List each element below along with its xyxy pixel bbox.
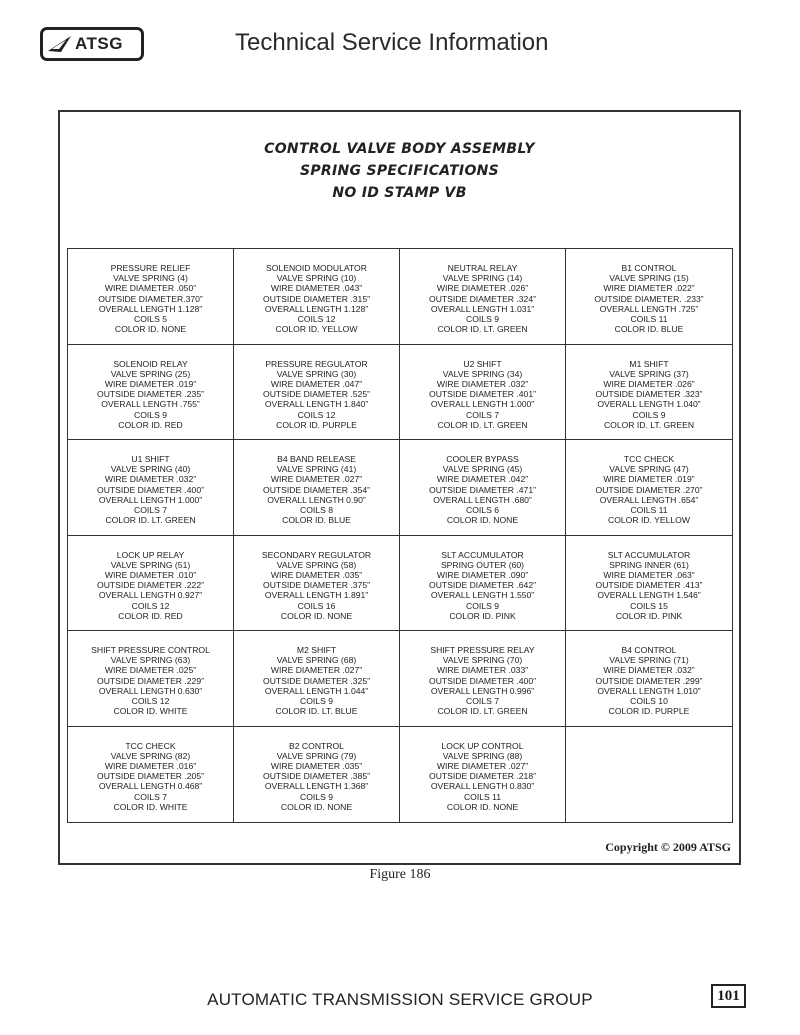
spring-spec-line: COILS 5 xyxy=(134,314,167,325)
spring-spec-cell xyxy=(400,440,566,536)
copyright-notice: Copyright © 2009 ATSG xyxy=(605,840,731,854)
spring-spec-line: COILS 9 xyxy=(632,409,666,420)
spring-spec-cell xyxy=(68,536,234,632)
spring-spec-line: WIRE DIAMETER .026” xyxy=(603,378,695,389)
spring-spec-line: OUTSIDE DIAMETER .323” xyxy=(595,389,703,400)
spring-spec-line: OVERALL LENGTH 1.128” xyxy=(264,303,369,314)
footer-organization: AUTOMATIC TRANSMISSION SERVICE GROUP xyxy=(207,990,593,1009)
spring-spec-cell xyxy=(234,536,400,632)
spring-spec-line: OUTSIDE DIAMETER .400” xyxy=(97,484,204,495)
spring-spec-line: COLOR ID. PINK xyxy=(615,610,683,621)
spring-spec-line: WIRE DIAMETER .032” xyxy=(104,474,197,485)
spring-spec-cell xyxy=(68,249,234,345)
spring-spec-line: WIRE DIAMETER .027” xyxy=(270,665,363,676)
spring-spec-cell xyxy=(566,536,732,632)
spring-spec-line: OVERALL LENGTH 0.996” xyxy=(430,685,535,696)
logo-text: ATSG xyxy=(75,34,123,53)
spring-spec-line: WIRE DIAMETER .019” xyxy=(603,474,695,485)
spring-spec-line: COLOR ID. BLUE xyxy=(614,324,684,335)
spring-spec-line: COLOR ID. LT. BLUE xyxy=(275,706,358,717)
spring-spec-line: VALVE SPRING (41) xyxy=(276,464,357,475)
spring-spec-line: OVERALL LENGTH 1.040” xyxy=(597,399,701,410)
spring-spec-line: COILS 8 xyxy=(300,505,333,516)
spring-spec-line: OUTSIDE DIAMETER .222” xyxy=(97,580,204,591)
spring-name: B2 CONTROL xyxy=(289,740,344,751)
spring-spec-line: COILS 11 xyxy=(630,314,668,325)
spring-spec-line: COILS 12 xyxy=(297,409,336,420)
spring-spec-line: OVERALL LENGTH 1.000” xyxy=(430,399,535,410)
spring-spec-line: WIRE DIAMETER .027” xyxy=(436,760,529,771)
spring-spec-line: COILS 12 xyxy=(131,600,170,611)
spring-spec-line: OVERALL LENGTH 1.000” xyxy=(98,494,203,505)
spring-name: B1 CONTROL xyxy=(621,263,677,273)
spring-spec-line: OUTSIDE DIAMETER .385” xyxy=(263,771,370,782)
spring-spec-line: COILS 7 xyxy=(466,696,499,707)
figure-frame xyxy=(58,110,741,865)
spring-spec-line: COLOR ID. LT. GREEN xyxy=(437,419,528,430)
page-number: 101 xyxy=(711,984,746,1008)
spring-spec-line: WIRE DIAMETER .043” xyxy=(270,283,363,294)
spring-spec-line: OUTSIDE DIAMETER .525” xyxy=(263,389,370,400)
spring-spec-table xyxy=(67,248,733,823)
spring-spec-line: OUTSIDE DIAMETER.370” xyxy=(98,293,203,304)
spring-name: B4 BAND RELEASE xyxy=(277,454,356,464)
spring-spec-line: OVERALL LENGTH .755” xyxy=(101,399,200,410)
spring-spec-line: COLOR ID. YELLOW xyxy=(275,324,358,335)
spring-name: LOCK UP CONTROL xyxy=(441,740,524,751)
figure-title-line: CONTROL VALVE BODY ASSEMBLY xyxy=(264,141,535,157)
spring-name: SHIFT PRESSURE CONTROL xyxy=(91,645,210,655)
spring-spec-line: OUTSIDE DIAMETER. .233” xyxy=(594,293,704,304)
spring-spec-cell xyxy=(400,631,566,727)
spring-spec-line: VALVE SPRING (45) xyxy=(442,464,523,475)
spring-spec-line: COLOR ID. YELLOW xyxy=(608,515,690,526)
spring-name: SLT ACCUMULATOR xyxy=(607,549,691,560)
spring-spec-line: VALVE SPRING (30) xyxy=(276,368,357,379)
spring-name: COOLER BYPASS xyxy=(446,454,519,464)
spring-spec-line: VALVE SPRING (10) xyxy=(276,273,357,284)
spring-spec-line: OVERALL LENGTH .654” xyxy=(599,494,699,505)
spring-spec-cell xyxy=(566,631,732,727)
spring-spec-line: OUTSIDE DIAMETER .375” xyxy=(263,580,370,591)
spring-spec-line: OUTSIDE DIAMETER .471” xyxy=(429,484,536,495)
spring-spec-cell xyxy=(400,345,566,441)
spring-spec-cell xyxy=(566,345,732,441)
spring-spec-cell xyxy=(234,440,400,536)
spring-spec-line: COILS 9 xyxy=(134,409,167,420)
spring-spec-line: OVERALL LENGTH 1.010” xyxy=(597,685,701,696)
spring-spec-line: COILS 11 xyxy=(463,791,502,802)
spring-spec-cell xyxy=(566,727,732,823)
spring-spec-line: OVERALL LENGTH 0.630” xyxy=(98,685,203,696)
spring-spec-line: COLOR ID. PINK xyxy=(449,610,516,621)
spring-name: LOCK UP RELAY xyxy=(116,549,185,560)
spring-spec-cell xyxy=(400,249,566,345)
spring-spec-line: VALVE SPRING (37) xyxy=(609,368,689,379)
spring-spec-line: COLOR ID. PURPLE xyxy=(276,419,357,430)
atsg-logo xyxy=(40,27,144,61)
spring-spec-cell xyxy=(400,536,566,632)
spring-spec-line: OUTSIDE DIAMETER .270” xyxy=(595,484,703,495)
spring-spec-line: COLOR ID. NONE xyxy=(280,801,353,812)
spring-spec-line: WIRE DIAMETER .032” xyxy=(603,665,695,676)
spring-spec-line: WIRE DIAMETER .016” xyxy=(104,760,197,771)
spring-spec-line: OVERALL LENGTH 0.468” xyxy=(98,781,203,792)
spring-spec-line: COLOR ID. RED xyxy=(118,419,183,430)
spring-spec-line: OUTSIDE DIAMETER .235” xyxy=(97,389,204,400)
spring-spec-line: VALVE SPRING (71) xyxy=(609,655,689,666)
figure-title-block xyxy=(60,138,739,204)
spring-spec-line: COILS 15 xyxy=(630,600,668,611)
spring-spec-line: WIRE DIAMETER .032” xyxy=(436,378,529,389)
spring-spec-line: WIRE DIAMETER .035” xyxy=(270,569,363,580)
spring-spec-line: WIRE DIAMETER .050” xyxy=(104,283,197,294)
spring-spec-line: OUTSIDE DIAMETER .354” xyxy=(263,484,370,495)
spring-spec-line: COILS 7 xyxy=(134,505,167,516)
spring-spec-line: VALVE SPRING (79) xyxy=(276,750,357,761)
spring-spec-cell xyxy=(68,440,234,536)
spring-spec-line: VALVE SPRING (34) xyxy=(442,368,523,379)
spring-spec-line: OVERALL LENGTH .680” xyxy=(433,494,532,505)
spring-name: NEUTRAL RELAY xyxy=(447,263,518,273)
spring-spec-cell xyxy=(234,249,400,345)
spring-spec-line: VALVE SPRING (58) xyxy=(276,559,357,570)
spring-spec-line: WIRE DIAMETER .063” xyxy=(603,569,695,580)
spring-spec-line: COILS 12 xyxy=(297,314,336,325)
spring-spec-line: COILS 11 xyxy=(630,505,668,516)
spring-spec-line: VALVE SPRING (63) xyxy=(110,655,191,666)
spring-name: TCC CHECK xyxy=(125,740,176,751)
spring-name: U2 SHIFT xyxy=(463,358,502,369)
spring-spec-line: OUTSIDE DIAMETER .325” xyxy=(263,675,370,686)
spring-spec-line: COLOR ID. LT. GREEN xyxy=(105,515,196,526)
spring-spec-line: SPRING INNER (61) xyxy=(609,559,689,570)
atsg-logo-mark-icon xyxy=(47,34,73,54)
spring-name: SOLENOID MODULATOR xyxy=(266,263,367,273)
spring-spec-line: COLOR ID. WHITE xyxy=(113,706,188,717)
spring-spec-line: COILS 9 xyxy=(300,791,333,802)
spring-spec-line: OVERALL LENGTH 0.830” xyxy=(430,781,535,792)
spring-spec-line: OUTSIDE DIAMETER .324” xyxy=(429,293,536,304)
spring-spec-line: COILS 7 xyxy=(134,791,167,802)
spring-spec-line: OUTSIDE DIAMETER .400” xyxy=(429,675,536,686)
spring-spec-line: WIRE DIAMETER .010” xyxy=(104,569,197,580)
spring-spec-line: WIRE DIAMETER .026” xyxy=(436,283,529,294)
spring-spec-line: VALVE SPRING (14) xyxy=(442,273,523,284)
spring-spec-line: OUTSIDE DIAMETER .413” xyxy=(595,580,703,591)
spring-spec-line: WIRE DIAMETER .033” xyxy=(436,665,529,676)
spring-spec-line: WIRE DIAMETER .042” xyxy=(436,474,529,485)
spring-spec-line: WIRE DIAMETER .047” xyxy=(270,378,363,389)
spring-spec-line: OVERALL LENGTH 1.550” xyxy=(430,590,535,601)
spring-spec-line: OVERALL LENGTH 1.840” xyxy=(264,399,369,410)
spring-spec-line: COLOR ID. NONE xyxy=(446,515,519,526)
spring-spec-line: COILS 9 xyxy=(466,600,499,611)
spring-spec-line: VALVE SPRING (68) xyxy=(276,655,357,666)
spring-spec-line: VALVE SPRING (4) xyxy=(113,273,188,284)
spring-spec-line: COILS 9 xyxy=(466,314,499,325)
spring-spec-line: WIRE DIAMETER .025” xyxy=(104,665,197,676)
spring-spec-line: VALVE SPRING (51) xyxy=(110,559,191,570)
spring-spec-line: OVERALL LENGTH 1.128” xyxy=(98,303,203,314)
spring-spec-line: VALVE SPRING (25) xyxy=(110,368,191,379)
spring-spec-line: OUTSIDE DIAMETER .218” xyxy=(429,771,536,782)
spring-spec-line: SPRING OUTER (60) xyxy=(440,559,525,570)
spring-name: SOLENOID RELAY xyxy=(113,358,188,369)
spring-name: M2 SHIFT xyxy=(296,645,337,655)
spring-spec-cell xyxy=(566,249,732,345)
spring-spec-line: OVERALL LENGTH 0.90” xyxy=(267,494,366,505)
spring-spec-line: COLOR ID. RED xyxy=(118,610,183,621)
spring-spec-line: VALVE SPRING (15) xyxy=(609,273,689,284)
spring-spec-line: OUTSIDE DIAMETER .315” xyxy=(263,293,370,304)
page-header-title: Technical Service Information xyxy=(235,29,549,56)
spring-spec-line: OVERALL LENGTH 1.044” xyxy=(264,685,369,696)
spring-spec-line: COLOR ID. NONE xyxy=(280,610,353,621)
spring-spec-line: OVERALL LENGTH 1.031” xyxy=(430,303,535,314)
spring-spec-line: VALVE SPRING (82) xyxy=(110,750,191,761)
spring-name: M1 SHIFT xyxy=(629,358,669,369)
spring-spec-line: OUTSIDE DIAMETER .299” xyxy=(595,675,703,686)
spring-spec-cell xyxy=(234,345,400,441)
spring-spec-line: COLOR ID. BLUE xyxy=(282,515,351,526)
spring-name: TCC CHECK xyxy=(623,454,675,464)
spring-spec-line: OVERALL LENGTH 1.891” xyxy=(264,590,369,601)
spring-spec-cell xyxy=(234,727,400,823)
spring-spec-line: COLOR ID. LT. GREEN xyxy=(437,706,528,717)
spring-spec-cell xyxy=(566,440,732,536)
spring-spec-line: WIRE DIAMETER .090” xyxy=(436,569,529,580)
spring-spec-cell xyxy=(68,727,234,823)
spring-spec-line: COILS 7 xyxy=(466,409,499,420)
spring-name: PRESSURE REGULATOR xyxy=(265,358,368,369)
spring-spec-line: WIRE DIAMETER .027” xyxy=(270,474,363,485)
spring-spec-line: VALVE SPRING (70) xyxy=(442,655,523,666)
spring-spec-line: OVERALL LENGTH 1.546” xyxy=(597,590,701,601)
spring-spec-line: VALVE SPRING (47) xyxy=(609,464,689,475)
spring-spec-line: OVERALL LENGTH 0.927” xyxy=(98,590,203,601)
spring-spec-line: COLOR ID. NONE xyxy=(446,801,519,812)
spring-spec-line: OVERALL LENGTH .725” xyxy=(599,303,699,314)
spring-spec-line: OUTSIDE DIAMETER .401” xyxy=(429,389,536,400)
spring-name: SLT ACCUMULATOR xyxy=(441,549,524,560)
spring-spec-line: COLOR ID. WHITE xyxy=(113,801,188,812)
spring-spec-line: COLOR ID. NONE xyxy=(114,324,187,335)
spring-spec-line: COILS 6 xyxy=(466,505,499,516)
spring-spec-cell xyxy=(400,727,566,823)
spring-spec-line: COLOR ID. LT. GREEN xyxy=(603,419,695,430)
spring-spec-cell xyxy=(234,631,400,727)
spring-name: SHIFT PRESSURE RELAY xyxy=(430,645,535,655)
figure-title-line: SPRING SPECIFICATIONS xyxy=(299,163,500,179)
figure-caption: Figure 186 xyxy=(369,867,431,882)
spring-name: PRESSURE RELIEF xyxy=(110,263,191,273)
spring-spec-line: COILS 10 xyxy=(630,696,668,707)
spring-spec-cell xyxy=(68,631,234,727)
spring-spec-line: OUTSIDE DIAMETER .642” xyxy=(429,580,536,591)
spring-spec-cell xyxy=(68,345,234,441)
spring-spec-line: WIRE DIAMETER .019” xyxy=(104,378,197,389)
spring-name: B4 CONTROL xyxy=(621,645,677,655)
spring-spec-line: OVERALL LENGTH 1.368” xyxy=(264,781,369,792)
spring-spec-line: VALVE SPRING (40) xyxy=(110,464,191,475)
spring-spec-line: COLOR ID. LT. GREEN xyxy=(437,324,528,335)
spring-spec-line: COILS 16 xyxy=(297,600,336,611)
figure-title-line: NO ID STAMP VB xyxy=(332,185,467,201)
spring-name: U1 SHIFT xyxy=(131,454,170,464)
spring-spec-line: OUTSIDE DIAMETER .229” xyxy=(97,675,204,686)
spring-spec-line: OUTSIDE DIAMETER .205” xyxy=(97,771,204,782)
spring-spec-line: WIRE DIAMETER .035” xyxy=(270,760,363,771)
spring-spec-line: COLOR ID. PURPLE xyxy=(608,706,690,717)
spring-spec-line: WIRE DIAMETER .022” xyxy=(603,283,695,294)
spring-spec-line: VALVE SPRING (88) xyxy=(442,750,523,761)
spring-name: SECONDARY REGULATOR xyxy=(261,549,372,560)
spring-spec-line: COILS 9 xyxy=(300,696,333,707)
spring-spec-line: COILS 12 xyxy=(131,696,170,707)
